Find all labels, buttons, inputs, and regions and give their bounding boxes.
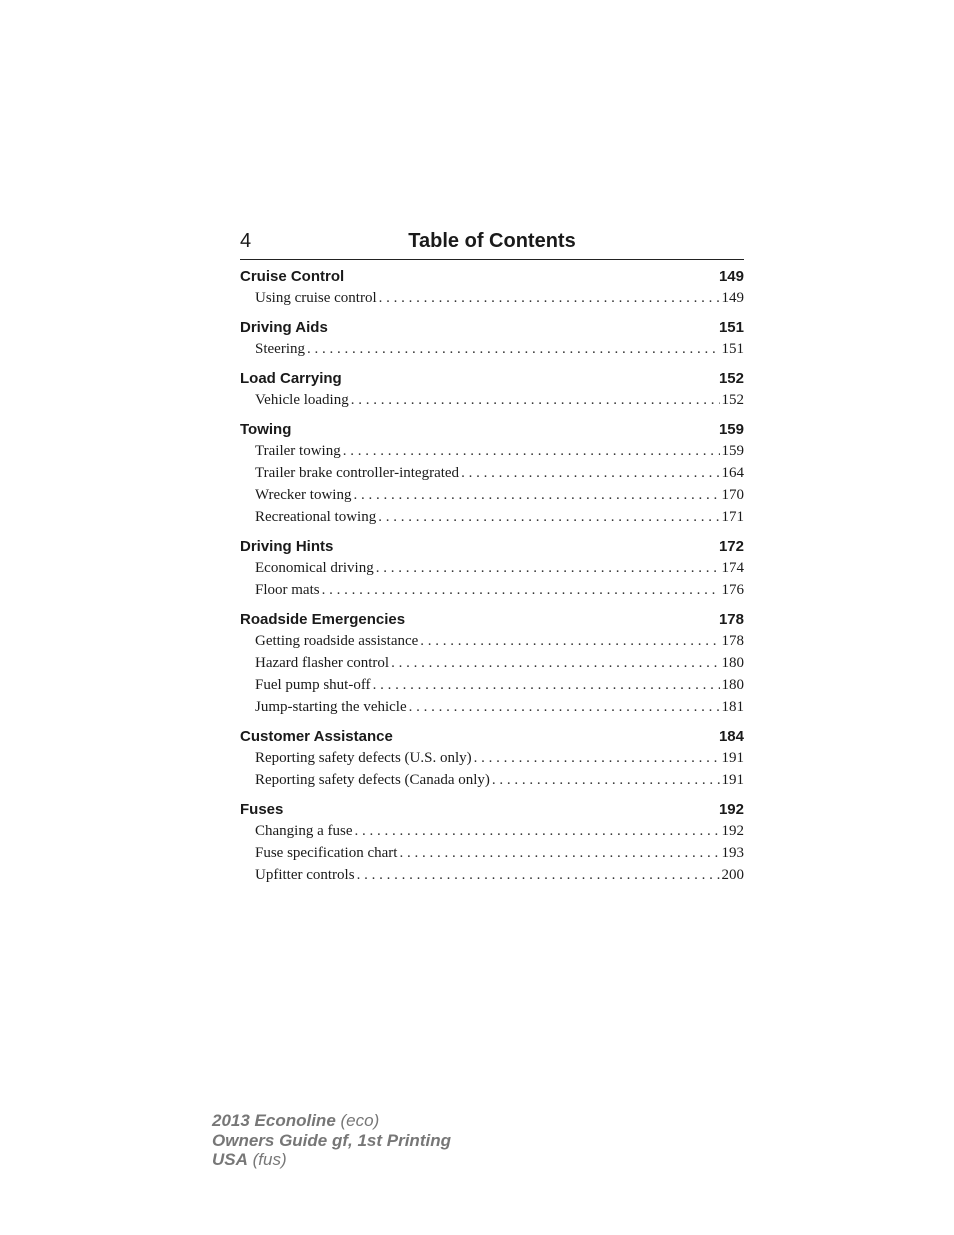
- entry-label: Vehicle loading: [255, 392, 349, 408]
- section-title: Customer Assistance: [240, 728, 393, 745]
- entry-label: Floor mats: [255, 582, 320, 598]
- section-title: Load Carrying: [240, 370, 342, 387]
- section-title: Roadside Emergencies: [240, 611, 406, 628]
- entry-label: Hazard flasher control: [255, 655, 390, 671]
- entry-label: Recreational towing: [255, 509, 377, 525]
- toc-entry[interactable]: [240, 630, 744, 652]
- section-title: Driving Aids: [240, 319, 328, 336]
- dot-leader: [461, 462, 719, 484]
- entry-page-number: 181: [721, 699, 744, 715]
- toc-entry[interactable]: [240, 506, 744, 528]
- section-title: Fuses: [240, 801, 284, 818]
- toc-entry[interactable]: [240, 484, 744, 506]
- section-page-number: 159: [718, 421, 744, 438]
- entry-page-number: 191: [721, 772, 744, 788]
- toc-entry[interactable]: [240, 462, 744, 484]
- entry-label: Trailer towing: [255, 443, 341, 459]
- dot-leader: [343, 440, 720, 462]
- dot-leader: [353, 484, 719, 506]
- document-footer: [212, 1111, 451, 1170]
- entry-label: Upfitter controls: [255, 867, 355, 883]
- dot-leader: [307, 338, 720, 360]
- dot-leader: [409, 696, 720, 718]
- dot-leader: [354, 820, 719, 842]
- footer-model-code: (eco): [340, 1111, 380, 1130]
- footer-market: USA: [212, 1150, 248, 1169]
- entry-page-number: 164: [721, 465, 744, 481]
- footer-guide: Owners Guide gf, 1st Printing: [212, 1130, 451, 1150]
- entry-page-number: 180: [721, 677, 744, 693]
- toc-entry[interactable]: [240, 820, 744, 842]
- toc-section-heading[interactable]: [240, 419, 744, 440]
- toc-section: [240, 609, 744, 718]
- entry-page-number: 193: [721, 845, 744, 861]
- dot-leader: [391, 652, 719, 674]
- dot-leader: [376, 557, 720, 579]
- entry-page-number: 176: [721, 582, 744, 598]
- footer-market-code: (fus): [252, 1150, 287, 1169]
- toc-section-heading[interactable]: [240, 266, 744, 287]
- toc-entry[interactable]: [240, 696, 744, 718]
- section-title: Driving Hints: [240, 538, 334, 555]
- dot-leader: [357, 864, 720, 886]
- toc-entry[interactable]: [240, 389, 744, 411]
- entry-page-number: 152: [721, 392, 744, 408]
- toc-entry[interactable]: [240, 440, 744, 462]
- toc-section-heading[interactable]: [240, 536, 744, 557]
- toc-section: [240, 536, 744, 601]
- section-page-number: 172: [718, 538, 744, 555]
- entry-label: Changing a fuse: [255, 823, 353, 839]
- entry-page-number: 192: [721, 823, 744, 839]
- entry-page-number: 149: [721, 290, 744, 306]
- entry-page-number: 159: [721, 443, 744, 459]
- footer-line-1: [212, 1111, 451, 1131]
- dot-leader: [399, 842, 719, 864]
- entry-page-number: 180: [721, 655, 744, 671]
- entry-page-number: 191: [721, 750, 744, 766]
- toc-section: [240, 317, 744, 360]
- dot-leader: [420, 630, 719, 652]
- page-header: [240, 229, 744, 260]
- toc-entry[interactable]: [240, 652, 744, 674]
- footer-line-3: [212, 1150, 451, 1170]
- toc-section: [240, 368, 744, 411]
- entry-label: Reporting safety defects (U.S. only): [255, 750, 472, 766]
- dot-leader: [492, 769, 720, 791]
- entry-page-number: 171: [721, 509, 744, 525]
- footer-line-2: [212, 1131, 451, 1151]
- entry-label: Trailer brake controller-integrated: [255, 465, 460, 481]
- dot-leader: [379, 287, 720, 309]
- toc-section-heading[interactable]: [240, 726, 744, 747]
- toc-section-heading[interactable]: [240, 609, 744, 630]
- footer-model: 2013 Econoline: [212, 1111, 336, 1130]
- toc-entry[interactable]: [240, 842, 744, 864]
- entry-label: Steering: [255, 341, 305, 357]
- toc-entry[interactable]: [240, 338, 744, 360]
- section-title: Cruise Control: [240, 268, 345, 285]
- entry-label: Jump-starting the vehicle: [255, 699, 407, 715]
- toc-entry[interactable]: [240, 287, 744, 309]
- entry-label: Wrecker towing: [255, 487, 352, 503]
- toc-section: [240, 266, 744, 309]
- dot-leader: [378, 506, 719, 528]
- toc-section: [240, 799, 744, 886]
- toc-section-heading[interactable]: [240, 317, 744, 338]
- section-page-number: 192: [718, 801, 744, 818]
- section-title: Towing: [240, 421, 292, 438]
- entry-page-number: 174: [721, 560, 744, 576]
- toc-entry[interactable]: [240, 747, 744, 769]
- entry-label: Fuse specification chart: [255, 845, 398, 861]
- page-number: 4: [240, 230, 252, 252]
- section-page-number: 152: [718, 370, 744, 387]
- section-page-number: 184: [718, 728, 744, 745]
- toc-entry[interactable]: [240, 557, 744, 579]
- entry-label: Reporting safety defects (Canada only): [255, 772, 490, 788]
- section-page-number: 178: [718, 611, 744, 628]
- entry-label: Economical driving: [255, 560, 374, 576]
- dot-leader: [322, 579, 720, 601]
- toc-section: [240, 726, 744, 791]
- toc-entry[interactable]: [240, 579, 744, 601]
- entry-page-number: 178: [721, 633, 744, 649]
- dot-leader: [373, 674, 720, 696]
- entry-page-number: 200: [721, 867, 744, 883]
- entry-page-number: 170: [721, 487, 744, 503]
- entry-label: Fuel pump shut-off: [255, 677, 371, 693]
- toc-entry[interactable]: [240, 769, 744, 791]
- table-of-contents: [240, 266, 744, 894]
- dot-leader: [474, 747, 720, 769]
- section-page-number: 151: [718, 319, 744, 336]
- toc-entry[interactable]: [240, 864, 744, 886]
- entry-page-number: 151: [721, 341, 744, 357]
- entry-label: Getting roadside assistance: [255, 633, 419, 649]
- toc-section: [240, 419, 744, 528]
- dot-leader: [351, 389, 720, 411]
- entry-label: Using cruise control: [255, 290, 377, 306]
- toc-section-heading[interactable]: [240, 799, 744, 820]
- section-page-number: 149: [718, 268, 744, 285]
- toc-section-heading[interactable]: [240, 368, 744, 389]
- toc-entry[interactable]: [240, 674, 744, 696]
- page-title: Table of Contents: [408, 230, 576, 252]
